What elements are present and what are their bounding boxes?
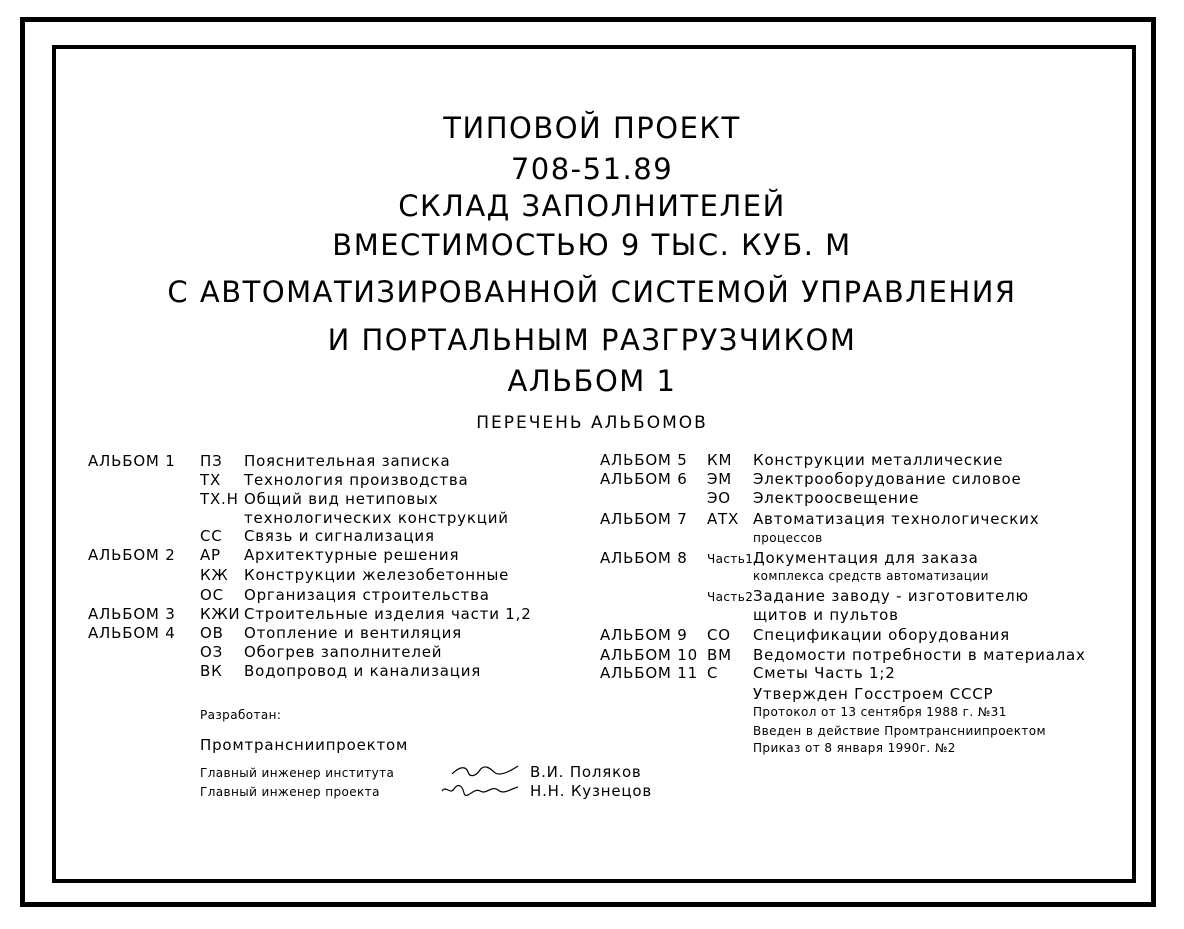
album-2-label: АЛЬБОМ 2 [88,546,176,564]
code: ОЗ [200,643,224,661]
album-1-label: АЛЬБОМ 1 [88,452,176,470]
code: ОВ [200,624,224,642]
album-10-label: АЛЬБОМ 10 [600,646,698,664]
code: ТХ [200,471,222,489]
description: Конструкции металлические [753,451,1004,469]
description: Строительные изделия части 1,2 [244,605,532,623]
description: Сметы Часть 1;2 [753,664,896,682]
description: Электроосвещение [753,489,920,507]
code: ОС [200,586,224,604]
description-cont: щитов и пультов [753,606,899,624]
part-label: Часть2 [707,590,754,604]
signatory-1-name: В.И. Поляков [530,763,642,781]
description: Конструкции железобетонные [244,566,510,584]
approval-line-1: Утвержден Госстроем СССР [753,685,994,703]
album-5-label: АЛЬБОМ 5 [600,451,688,469]
code: ВК [200,662,223,680]
description: Пояснительная записка [244,452,451,470]
description: Ведомости потребности в материалах [753,646,1086,664]
album-7-label: АЛЬБОМ 7 [600,510,688,528]
albums-list-heading: ПЕРЕЧЕНЬ АЛЬБОМОВ [476,413,708,433]
description: Архитектурные решения [244,546,460,564]
part-label: Часть1 [707,552,754,566]
code: ВМ [707,646,732,664]
description: Электрооборудование силовое [753,470,1022,488]
description-cont: процессов [753,531,823,545]
title-line-3: СКЛАД ЗАПОЛНИТЕЛЕЙ [398,189,786,223]
code: КЖИ [200,605,241,623]
approval-line-2: Протокол от 13 сентября 1988 г. №31 [753,705,1007,719]
developer-organization: Промтрансниипроектом [200,736,409,754]
description: Обогрев заполнителей [244,643,443,661]
album-title: АЛЬБОМ 1 [507,364,677,398]
code: СО [707,626,731,644]
code: КЖ [200,566,229,584]
description: Автоматизация технологических [753,510,1040,528]
album-8-label: АЛЬБОМ 8 [600,549,688,567]
album-4-label: АЛЬБОМ 4 [88,624,176,642]
description: Задание заводу - изготовителю [753,587,1029,605]
code: С [707,664,719,682]
title-line-4: ВМЕСТИМОСТЬЮ 9 ТЫС. КУБ. М [332,228,852,262]
description: Организация строительства [244,586,490,604]
signatory-2-name: Н.Н. Кузнецов [530,782,653,800]
album-6-label: АЛЬБОМ 6 [600,470,688,488]
description-cont: комплекса средств автоматизации [753,569,989,583]
description: Документация для заказа [753,549,979,567]
title-line-5: С АВТОМАТИЗИРОВАННОЙ СИСТЕМОЙ УПРАВЛЕНИЯ [167,275,1017,309]
approval-line-3: Введен в действие Промтрансниипроектом [753,724,1046,738]
role-chief-engineer-project: Главный инженер проекта [200,785,380,799]
description: Спецификации оборудования [753,626,1010,644]
album-3-label: АЛЬБОМ 3 [88,605,176,623]
description: Общий вид нетиповых [244,490,439,508]
code: СС [200,527,223,545]
album-9-label: АЛЬБОМ 9 [600,626,688,644]
description: Технология производства [244,471,469,489]
project-number: 708-51.89 [510,152,674,186]
album-11-label: АЛЬБОМ 11 [600,664,698,682]
code: ЭМ [707,470,733,488]
code: ТХ.Н [200,490,239,508]
description: Отопление и вентиляция [244,624,462,642]
role-chief-engineer-institute: Главный инженер института [200,766,395,780]
signature-1-icon [450,762,520,780]
description-cont: технологических конструкций [244,509,509,527]
code: АР [200,546,221,564]
code: КМ [707,451,733,469]
description: Связь и сигнализация [244,527,435,545]
code: АТХ [707,510,740,528]
title-line-6: И ПОРТАЛЬНЫМ РАЗГРУЗЧИКОМ [327,323,857,357]
description: Водопровод и канализация [244,662,482,680]
code: ПЗ [200,452,223,470]
signature-2-icon [440,781,520,799]
title-line-1: ТИПОВОЙ ПРОЕКТ [443,111,741,145]
developed-by-label: Разработан: [200,708,282,722]
code: ЭО [707,489,731,507]
approval-line-4: Приказ от 8 января 1990г. №2 [753,741,956,755]
